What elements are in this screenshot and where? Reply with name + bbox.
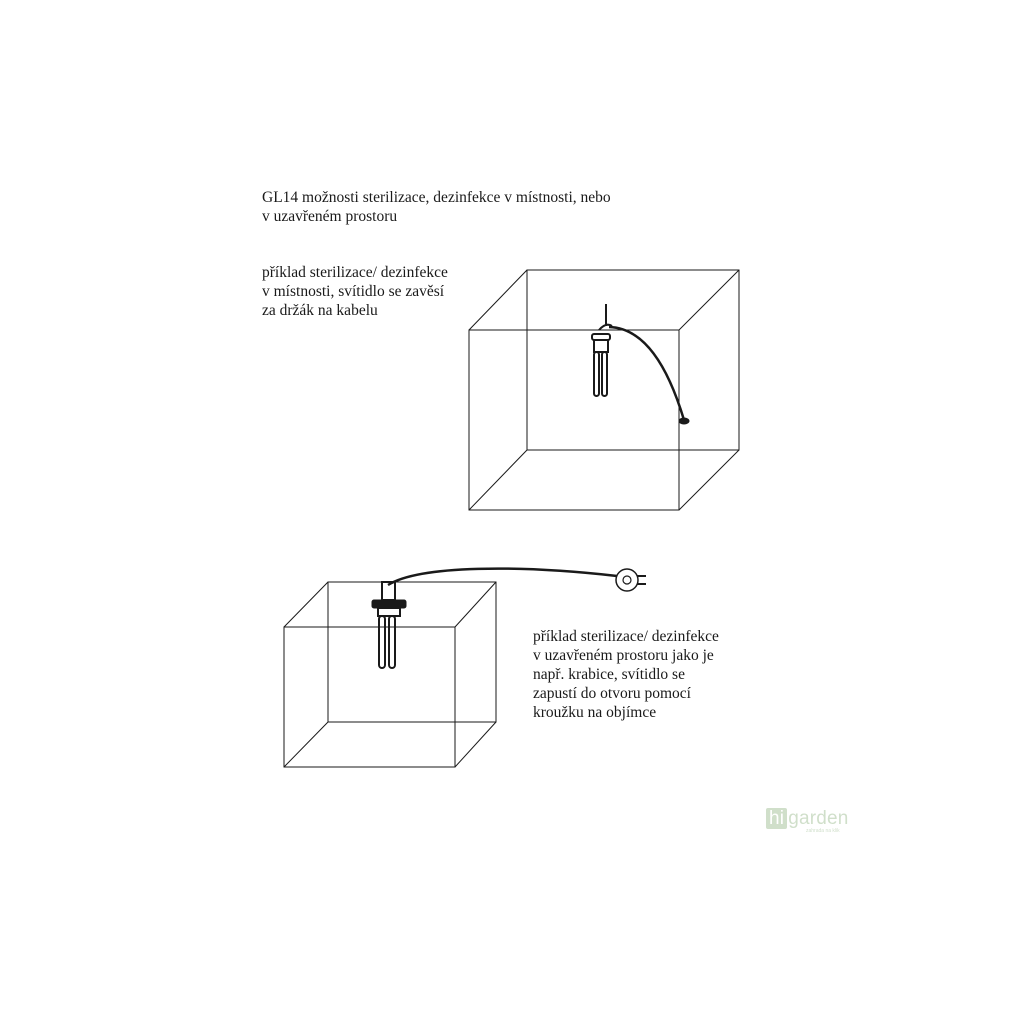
caption-line: např. krabice, svítidlo se: [533, 666, 685, 683]
room-cube-edge: [469, 450, 527, 510]
box-cube-back-face: [328, 582, 496, 722]
title-line: GL14 možnosti sterilizace, dezinfekce v místnosti, nebo: [262, 189, 611, 206]
watermark-logo-suffix: garden: [788, 808, 849, 829]
box-cube-edge: [284, 582, 328, 627]
lamp-socket-base: [378, 608, 400, 616]
caption-line: kroužku na objímce: [533, 704, 657, 721]
cable-end: [679, 418, 689, 424]
lamp-cable: [388, 569, 617, 585]
caption-line: za držák na kabelu: [262, 302, 378, 319]
box-cube-front-face: [284, 627, 455, 767]
caption-line: příklad sterilizace/ dezinfekce: [262, 264, 448, 281]
room-cube-front-face: [469, 330, 679, 510]
box-cube-edge: [284, 722, 328, 767]
room-cube-edge: [679, 450, 739, 510]
hanging-lamp: [592, 304, 689, 424]
caption-line: zapustí do otvoru pomocí: [533, 685, 691, 702]
caption-line: příklad sterilizace/ dezinfekce: [533, 628, 719, 645]
box-cube-edge: [455, 722, 496, 767]
lamp-tube: [379, 616, 385, 668]
watermark-tagline: zahrada na klik: [806, 828, 840, 834]
inserted-lamp: [372, 569, 646, 668]
title-line: v uzavřeném prostoru: [262, 208, 398, 225]
lamp-tube: [594, 352, 599, 396]
room-cube-edge: [679, 270, 739, 330]
watermark-logo: [766, 808, 849, 830]
caption-line: v místnosti, svítidlo se zavěsí: [262, 283, 445, 300]
lamp-cable: [609, 327, 684, 420]
lamp-socket: [594, 340, 608, 352]
box-cube: [284, 582, 496, 767]
room-cube-back-face: [527, 270, 739, 450]
power-plug-icon: [616, 569, 646, 591]
room-cube-edge: [469, 270, 527, 330]
lamp-mounting-ring: [372, 600, 406, 608]
caption-line: v uzavřeném prostoru jako je: [533, 647, 714, 664]
room-cube: [469, 270, 739, 510]
higarden-watermark: [766, 808, 849, 834]
box-cube-edge: [455, 582, 496, 627]
lamp-tube: [602, 352, 607, 396]
watermark-logo-prefix: hi: [766, 808, 787, 829]
lamp-tube: [389, 616, 395, 668]
